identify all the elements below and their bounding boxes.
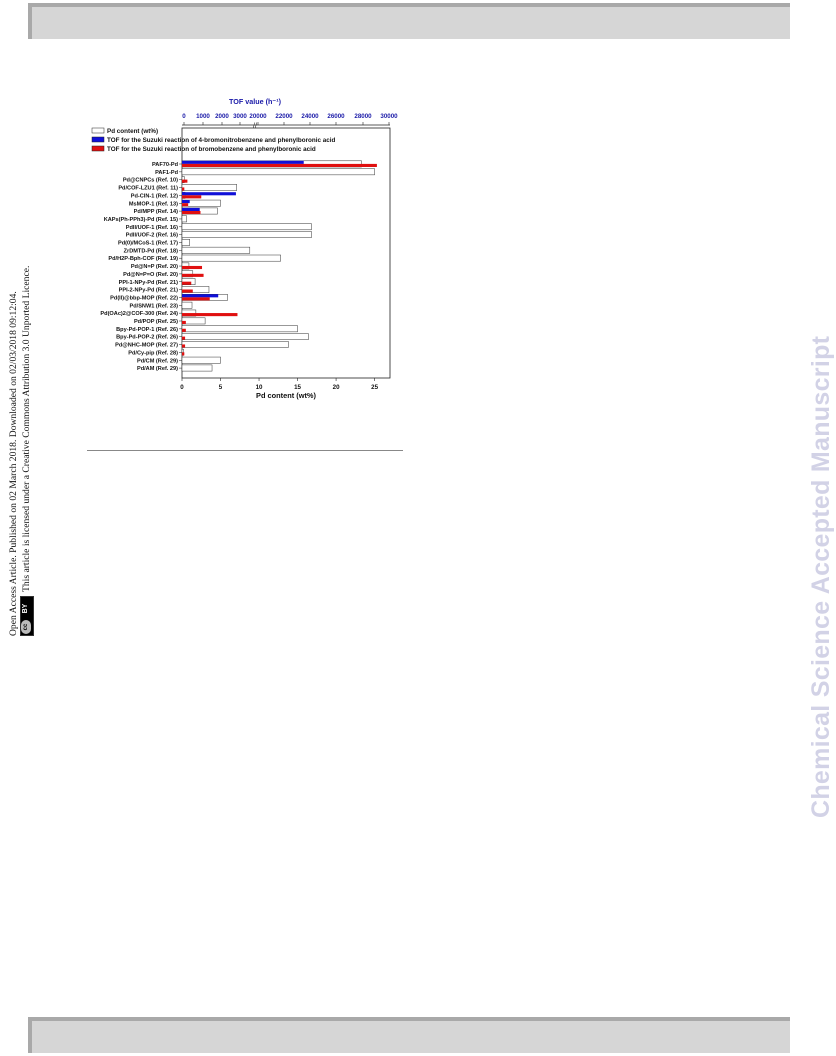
bottom-tick-label: 15 bbox=[294, 384, 302, 391]
category-label: Pd@CNPCs (Ref. 10) bbox=[122, 177, 178, 184]
pd-content-bar bbox=[182, 302, 192, 308]
category-label: Bpy-Pd-POP-2 (Ref. 26) bbox=[116, 334, 178, 341]
top-tick-label: 3000 bbox=[233, 113, 247, 120]
pd-content-bar bbox=[182, 231, 311, 237]
tof-blue-bar bbox=[182, 192, 236, 195]
tof-red-bar bbox=[182, 313, 237, 316]
bottom-tick-label: 5 bbox=[218, 384, 223, 391]
category-label: Pd(II)@bbp-MOP (Ref. 22) bbox=[110, 295, 178, 302]
tof-red-bar bbox=[182, 211, 200, 214]
tof-red-bar bbox=[182, 180, 187, 183]
bottom-tick-label: 0 bbox=[180, 384, 184, 391]
category-label: KAPs(Ph-PPh3)-Pd (Ref. 15) bbox=[103, 216, 178, 223]
pd-content-bar bbox=[182, 326, 298, 332]
tof-red-bar bbox=[182, 321, 186, 324]
pd-content-bar bbox=[182, 334, 308, 340]
category-label: PdII/UOF-1 (Ref. 16) bbox=[125, 224, 178, 231]
tof-red-bar bbox=[182, 297, 210, 300]
tof-red-bar bbox=[182, 266, 202, 269]
category-label: Pd/AM (Ref. 29) bbox=[136, 366, 178, 373]
tof-red-bar bbox=[182, 203, 188, 206]
bottom-tick-label: 10 bbox=[255, 384, 263, 391]
category-label: Pd@N=P (Ref. 20) bbox=[130, 264, 178, 271]
top-tick-label: 20000 bbox=[249, 113, 267, 120]
category-label: Pd/CM (Ref. 29) bbox=[136, 358, 178, 365]
top-tick-label: 2000 bbox=[215, 113, 229, 120]
top-tick-label: 30000 bbox=[380, 113, 398, 120]
category-label: Pd/SNW1 (Ref. 23) bbox=[129, 303, 178, 310]
tof-blue-bar bbox=[182, 294, 218, 297]
tof-red-bar bbox=[182, 337, 185, 340]
tof-red-bar bbox=[182, 352, 184, 355]
category-label: Pd/COF-LZU1 (Ref. 11) bbox=[118, 185, 178, 192]
tof-red-bar bbox=[182, 164, 377, 167]
legend-swatch bbox=[92, 146, 104, 151]
legend-swatch bbox=[92, 137, 104, 142]
top-axis-title: TOF value (h⁻¹) bbox=[229, 97, 281, 106]
category-label: Pd/MPP (Ref. 14) bbox=[133, 209, 178, 216]
access-notice-line1: Open Access Article. Published on 02 March 2018. Downloaded on 02/03/2018 09:12:04. bbox=[8, 291, 19, 636]
cc-by-badge-icon[interactable]: cc BY bbox=[20, 596, 34, 636]
tof-red-bar bbox=[182, 187, 184, 190]
category-label: Pd@N=P=O (Ref. 20) bbox=[123, 271, 178, 278]
category-label: Bpy-Pd-POP-1 (Ref. 26) bbox=[116, 326, 178, 333]
top-tick-label: 1000 bbox=[196, 113, 210, 120]
pd-content-bar bbox=[182, 184, 237, 190]
category-label: Pd/POP (Ref. 25) bbox=[133, 319, 178, 325]
category-label: Pd-CIN-1 (Ref. 12) bbox=[130, 193, 178, 200]
pd-content-bar bbox=[182, 365, 212, 371]
legend-label: Pd content (wt%) bbox=[107, 128, 159, 135]
tof-blue-bar bbox=[182, 161, 304, 164]
top-tick-label: 0 bbox=[182, 113, 186, 120]
pd-content-bar bbox=[182, 341, 288, 347]
journal-watermark: Chemical Science Accepted Manuscript bbox=[807, 335, 835, 818]
category-label: Pd@NHC-MOP (Ref. 27) bbox=[115, 342, 178, 349]
legend-swatch bbox=[92, 128, 104, 133]
category-label: PdII/UOF-2 (Ref. 16) bbox=[125, 232, 178, 239]
pd-content-bar bbox=[182, 247, 250, 253]
axis-break-mark: // bbox=[253, 123, 257, 130]
top-tick-label: 22000 bbox=[275, 113, 293, 120]
tof-red-bar bbox=[182, 282, 191, 285]
pd-content-bar bbox=[182, 216, 187, 222]
legend-label: TOF for the Suzuki reaction of 4-bromonitrobenzene and phenylboronic acid bbox=[107, 137, 336, 144]
pd-content-bar bbox=[182, 255, 281, 261]
category-label: Pd(OAc)2@COF-300 (Ref. 24) bbox=[100, 311, 178, 318]
pd-content-bar bbox=[182, 224, 311, 230]
category-label: Pd/H2P-Bph-COF (Ref. 19) bbox=[108, 256, 178, 263]
pd-content-bar bbox=[182, 357, 221, 363]
bottom-tick-label: 25 bbox=[371, 384, 379, 391]
tof-red-bar bbox=[182, 344, 185, 347]
legend-label: TOF for the Suzuki reaction of bromobenzene and phenylboronic acid bbox=[107, 146, 316, 153]
bottom-tick-label: 20 bbox=[332, 384, 340, 391]
category-label: Pd(0)/MCoS-1 (Ref. 17) bbox=[118, 240, 178, 247]
tof-blue-bar bbox=[182, 208, 200, 211]
pd-content-bar bbox=[182, 169, 375, 175]
tof-red-bar bbox=[182, 329, 186, 332]
tof-blue-bar bbox=[182, 200, 190, 203]
bottom-axis-title: Pd content (wt%) bbox=[256, 391, 316, 400]
category-label: Pd/Cy-pip (Ref. 28) bbox=[128, 350, 178, 357]
top-tick-label: 28000 bbox=[354, 113, 372, 120]
category-label: PPI-1-NPy-Pd (Ref. 21) bbox=[118, 279, 178, 286]
top-tick-label: 24000 bbox=[301, 113, 319, 120]
pd-content-bar bbox=[182, 239, 190, 245]
tof-red-bar bbox=[182, 195, 201, 198]
category-label: ZrDMTD-Pd (Ref. 18) bbox=[123, 248, 178, 255]
category-label: PPI-2-NPy-Pd (Ref. 21) bbox=[118, 287, 178, 294]
top-tick-label: 26000 bbox=[327, 113, 345, 120]
tof-red-bar bbox=[182, 290, 193, 293]
tof-red-bar bbox=[182, 274, 204, 277]
category-label: PAF1-Pd bbox=[155, 169, 178, 176]
category-label: MsMOP-1 (Ref. 13) bbox=[128, 201, 178, 208]
category-label: PAF70-Pd bbox=[151, 162, 178, 168]
licence-text[interactable]: This article is licensed under a Creative Commons Attribution 3.0 Unported Licence. bbox=[21, 265, 33, 592]
